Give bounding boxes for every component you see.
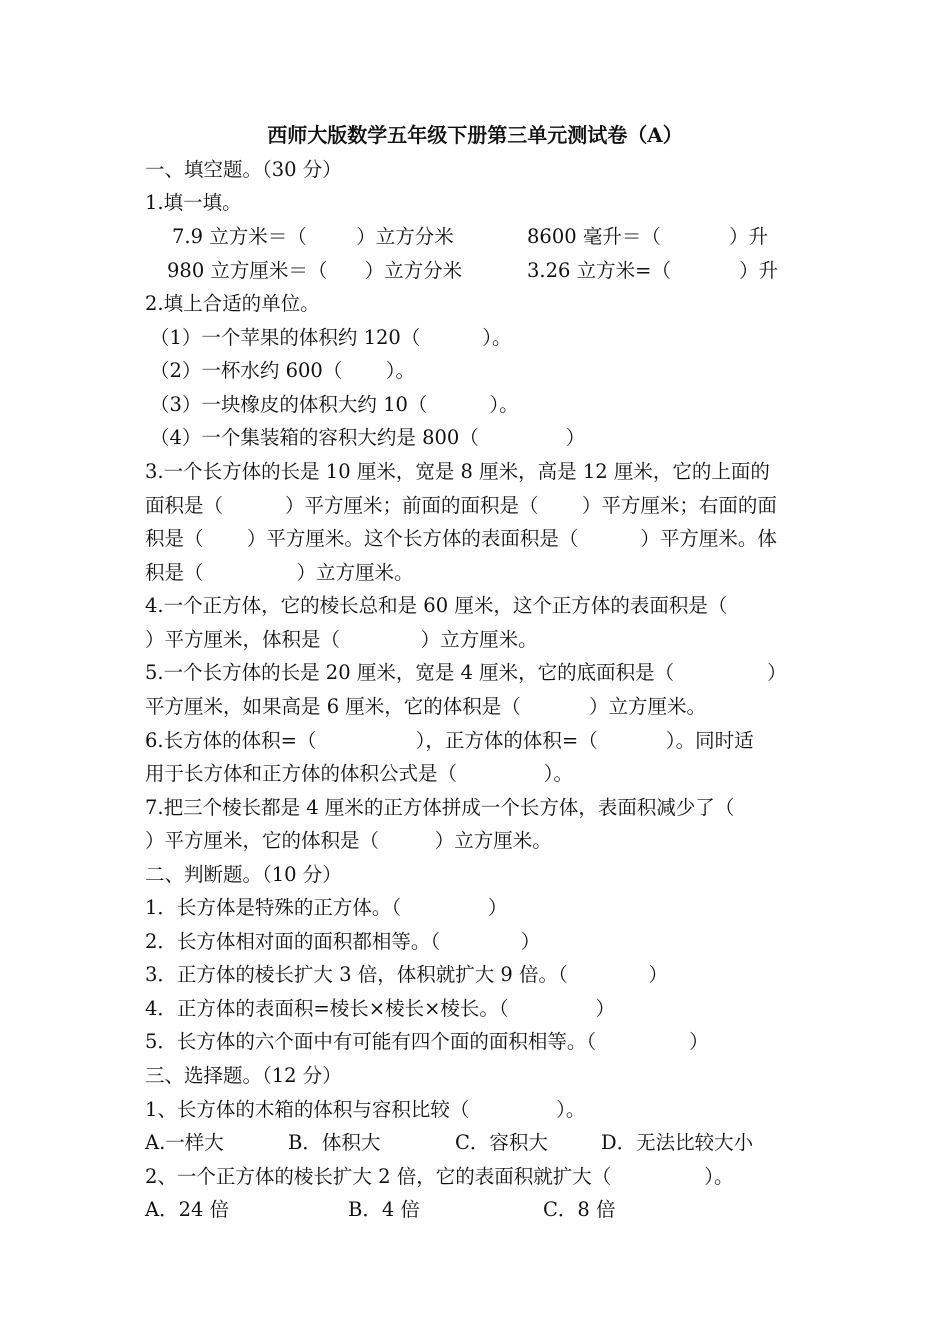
q3-line-3: 积是（ ）平方厘米。这个长方体的表面积是（ ）平方厘米。体 (145, 527, 777, 550)
q7-line-1: 7.把三个棱长都是 4 厘米的正方体拼成一个长方体，表面积减少了（ (145, 796, 735, 819)
q5-line-2: 平方厘米，如果高是 6 厘米，它的体积是（ ）立方厘米。 (145, 695, 706, 718)
q3-line-2: 面积是（ ）平方厘米；前面的面积是（ ）平方厘米；右面的面 (145, 494, 777, 517)
judge-item-3: 3．正方体的棱长扩大 3 倍，体积就扩大 9 倍。（ ） (145, 963, 668, 986)
q1-prompt: 1.填一填。 (145, 191, 242, 214)
q4-line-2: ）平方厘米，体积是（ ）立方厘米。 (145, 628, 538, 651)
choice-q1-prompt: 1、长方体的木箱的体积与容积比较（ ）。 (145, 1098, 586, 1121)
q2-item-4: （4）一个集装箱的容积大约是 800（ ） (150, 426, 586, 449)
q4-line-1: 4.一个正方体，它的棱长总和是 60 厘米，这个正方体的表面积是（ (145, 594, 728, 617)
choice-q2-prompt: 2、一个正方体的棱长扩大 2 倍，它的表面积就扩大（ ）。 (145, 1165, 734, 1188)
judge-item-1: 1．长方体是特殊的正方体。（ ） (145, 896, 508, 919)
q6-line-2: 用于长方体和正方体的体积公式是（ ）。 (145, 762, 574, 785)
choice-q1-option-b: B．体积大 (288, 1131, 381, 1154)
q1-blank-4: 3.26 立方米=（ ）升 (527, 259, 779, 282)
choice-q1-option-a: A.一样大 (145, 1131, 224, 1154)
judge-item-2: 2．长方体相对面的面积都相等。（ ） (145, 930, 541, 953)
section-2-heading: 二、判断题。（10 分） (145, 863, 342, 886)
choice-q1-option-d: D．无法比较大小 (601, 1131, 754, 1154)
q1-blank-2: 8600 毫升＝（ ）升 (527, 225, 769, 248)
page-title: 西师大版数学五年级下册第三单元测试卷（A） (267, 123, 683, 147)
choice-q2-option-c: C．8 倍 (543, 1198, 616, 1221)
section-3-heading: 三、选择题。（12 分） (145, 1064, 342, 1087)
choice-q1-option-c: C．容积大 (455, 1131, 548, 1154)
q2-item-3: （3）一块橡皮的体积大约 10（ ）。 (150, 393, 519, 416)
judge-item-4: 4．正方体的表面积=棱长×棱长×棱长。（ ） (145, 997, 615, 1020)
q2-item-2: （2）一杯水约 600（ ）。 (150, 359, 415, 382)
judge-item-5: 5．长方体的六个面中有可能有四个面的面积相等。（ ） (145, 1030, 709, 1053)
section-1-heading: 一、填空题。（30 分） (145, 158, 342, 181)
choice-q2-option-b: B．4 倍 (348, 1198, 420, 1221)
q1-blank-1: 7.9 立方米＝（ ）立方分米 (172, 225, 454, 248)
q5-line-1: 5.一个长方体的长是 20 厘米，宽是 4 厘米，它的底面积是（ ） (145, 661, 787, 684)
q7-line-2: ）平方厘米，它的体积是（ ）立方厘米。 (145, 829, 552, 852)
q2-prompt: 2.填上合适的单位。 (145, 292, 320, 315)
q3-line-1: 3.一个长方体的长是 10 厘米，宽是 8 厘米，高是 12 厘米，它的上面的 (145, 460, 770, 483)
q2-item-1: （1）一个苹果的体积约 120（ ）。 (150, 326, 512, 349)
choice-q2-option-a: A．24 倍 (145, 1198, 230, 1221)
q6-line-1: 6.长方体的体积=（ ），正方体的体积=（ ）。同时适 (145, 729, 754, 752)
q3-line-4: 积是（ ）立方厘米。 (145, 561, 414, 584)
q1-blank-3: 980 立方厘米＝（ ）立方分米 (167, 259, 463, 282)
